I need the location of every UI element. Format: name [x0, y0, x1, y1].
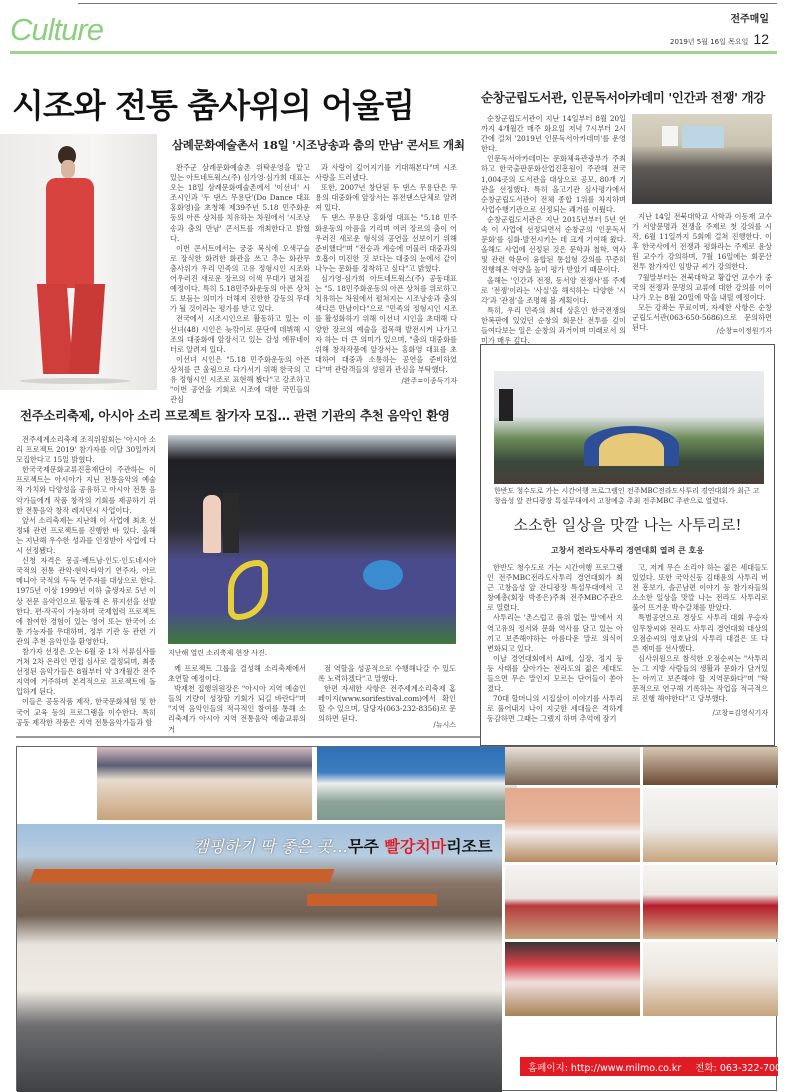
ad-slogan: 캠핑하기 딱 좋은 곳…	[193, 837, 348, 856]
contact-bar	[520, 1057, 787, 1076]
tent-bedroom-photo	[505, 788, 640, 862]
homepage-link[interactable]: 홈페이지: http://www.milmo.co.kr	[528, 1062, 682, 1074]
article3-column-1: 전주세계소리축제 조직위원회는 '아시아 소리 프로젝트 2019' 참가자를 이달 30일까지 모집한다고 15일 밝혔다. 한국국제문화교류진흥재단이 주관하는 이 프로젝트는 아시아가 지닌 전통음악의 예술적 가치와 다양성을 공유하고 아시아 전통 음악가들에게 작품 창작의 기회를 제공하기 위한 전통음악 창작 레지던시 사업이다. 앞서 소리축제는 지난해 이 사업에 최초 선정돼 관련 프로젝트를 진행한 바 있다. 올해는 지난해 우수한 성과를 인정받아 사업에 다시 선정됐다. 신청 자격은 몽골·베트남·인도·인도네시아 국적의 전통 관악·현악·타악기 연주자, 아르메니아 국적의 두둑 연주자를 대상으로 한다. 1975년 이상 1999년 이하 출생자로 5년 이상 전문 음악인으로 활동해 온 뮤지션을 선발한다. 편·작곡이 가능하며 국제협력 프로젝트에 참여한 경험이 있는 영어 또는 한국어 소통 가능자를 우대하며, 정부 기관 등 관련 기관의 추천 음악인을 환영한다. 참가자 선정은 오는 6월 중 1차 서류심사를 거쳐 2차 온라인 면접 심사로 결정되며, 최종 선정된 음악가들은 8월부터 약 3개월간 전주 지역에 거주하며 본격적으로 프로젝트에 돌입하게 된다. 이들은 공동작품 제작, 한국문화체험 및 한국어 교육 등의 프로그램을 이수한다. 특히 공동 제작한 작품은 지역 전통음악가들과 함	[16, 435, 156, 727]
ad-headline: 캠핑하기 딱 좋은 곳…무주 빨강치마리조트	[193, 837, 493, 856]
kitchen-photo	[505, 865, 640, 939]
article4-subheadline: 고창서 전라도사투리 경연대회 열려 큰 호응	[550, 546, 705, 555]
contest-stage-photo	[494, 371, 764, 484]
article2-column-2: 지난 14일 전북대학교 사학과 이동재 교수가 서양문명과 전쟁을 주제로 첫 강의를 시작, 6월 11일까지 5회에 걸쳐 진행한다. 이후 한국사에서 전쟁과 평화라는 주제로 윤상원 교수가 강의하며, 7월 16일에는 회문산 전투 참가자인 임방규 씨가 강의한다. 7월말부터는 전북대학교 황갑연 교수가 중국의 전쟁과 문명의 교류에 대한 강의를 이어나가 오는 8월 20일에 막을 내릴 예정이다. 모든 강좌는 무료이며, 자세한 사항은 순창군립도서관(063-650-5686)으로 문의하면 된다.	[632, 212, 772, 333]
sori-photo-caption: 지난해 열린 소리축제 현장 사진.	[168, 649, 268, 657]
top-rule	[78, 3, 777, 4]
sori-festival-photo	[168, 435, 456, 644]
article1-subheadline: 삼례문화예술촌서 18일 '시조낭송과 춤의 만남' 콘서트 개최	[172, 138, 465, 152]
dining-hall-photo	[643, 942, 778, 1016]
contest-photo-caption: 한반도 청수도로 가는 시간여행 프로그램인 전주MBC전라도사투리 경연대회가 최근 고창읍성 앞 잔디광장 특설무대에서 고창예총 주최 전주MBC 주관으로 열렸다.	[494, 487, 760, 505]
article4-column-2: 고, 저게 무슨 소리야 하는 젊은 세대들도 있었다. 또한 국악신동 김태윤의 사투리 버전 흥보가, 솔곤남편 이야기 등 참가자들의 소소한 일상을 맛깔 나는 전라도 사투리로 풀어 뜨거운 박수갈채를 받았다. 특별공연으로 경상도 사투리 대회 우승자 임무창씨와 전라도 사투리 경연대회 대상의 오점순씨의 영호남의 사투리 대결은 또 다른 재미를 선사했다. 심사위원으로 참석한 오점순씨는 "사투리는 그 지방 사람들의 생활과 문화가 담겨있는 아끼고 보존해야 할 지역문화다"며 "학문적으로 연구해 기록하는 작업을 적극적으로 진행 해야한다"고 당부했다.	[632, 563, 768, 704]
glamping-tents-photo	[97, 747, 312, 820]
section-divider	[16, 736, 480, 738]
lecture-photo	[632, 114, 772, 204]
living-room-photo	[643, 788, 778, 862]
article1-column-2: 과 사랑이 깊어지기를 기대해본다"며 시조사랑을 드러냈다. 또한, 2007년 창단된 두 댄스 무용단은 무용의 대중화에 앞장서는 퓨전댄스단체로 알려져 있다. 두 댄스 무용단 홍화영 대표는 "5.18 민주화운동의 아픔을 기리며 여러 장르의 춤이 어우러진 새로운 형식의 공연을 선보이기 위해 준비했다"며 "전승과 계승에 머물러 대중과의 호흡이 미진한 것 보다는 대중의 눈에서 같이 나누는 문화를 정착하고 싶다"고 밝혔다. 심가영·심가희 아트네트웍스(주) 공동대표는 "5. 18민주화운동의 아픈 상처를 위로하고 치유하는 차원에서 펼쳐지는 시조낭송과 춤의 색다른 만남이다"으로 "민족의 정형시인 시조를 활성화하기 위해 이선녀 시인을 초대해 다양한 장르의 예술을 접목해 발전시켜 나가고자 하는 더 큰 의미가 있으며, "춤의 대중화를 위해 창작작품에 앞장서는 홍화영 대표를 초대하여 대중과 소통하는 공연을 준비하였다"며 관람객들의 성원과 관심을 부탁했다.	[315, 163, 457, 374]
room-photo	[505, 747, 640, 785]
article3-column-2: 께 프로젝트 그룹을 결성해 소리축제에서 초연할 예정이다. 박재천 집행위원장은 "아시아 지역 예술인들의 기량이 성장할 기회가 되길 바란다"며 "지역 음악인들의 적극적인 참여를 통해 소리축제가 아시아 지역 전통음악 예술교류의 거	[168, 664, 306, 734]
paper-name: 전주매일	[730, 14, 769, 25]
section-title: Culture	[10, 12, 103, 47]
article2-byline: /순창=이정원기자	[716, 327, 772, 335]
issue-date: 2019년 5월 16일 목요일	[669, 38, 749, 46]
resort-ad	[16, 746, 787, 1091]
article3-byline: /뉴시스	[433, 721, 456, 729]
article1-byline: /완주=이종득기자	[401, 377, 457, 385]
article3-column-3: 점 역할을 성공적으로 수행해나갈 수 있도록 노력하겠다"고 말했다. 한편 자세한 사항은 전주세계소리축제 홈페이지(www.sorifestival.com)에서 확인할 수 있으며, 담당자(063-232-8356)로 문의하면 된다.	[318, 664, 456, 724]
article4-column-1: 한반도 청수도로 가는 시간여행 프로그램인 전주MBC전라도사투리 경연대회가 최근 고창읍성 앞 잔디광장 특설무대에서 고창예총(회장 박종은)주최 전주MBC주관으로 열렸다. 사투리는 '촌스럽고 품위 없는 말'에서 지역고유의 정서와 문화 역사를 담고 있는 아끼고 보존해야하는 아름다운 말로 의식이 변화되고 있다. 이날 경연대회에서 AI에, 실장, 정지 등 등 사태를 살아가는 전라도의 젊은 세대도 들으면 무슨 말인지 모르는 단어들이 쏟아졌다. 70대 할머니의 시집살이 이야기를 사투리로 풀어내지 나이 지긋한 세대들은 격하게 동감하면 그때는 그랬지 하며 추억에 잠기	[487, 563, 623, 724]
caravan-photo	[317, 747, 517, 820]
dancer-photo	[0, 134, 157, 390]
article2-headline: 순창군립도서관, 인문독서아카데미 '인간과 전쟁' 개강	[481, 90, 765, 105]
article4-byline: /고창=김영식기자	[712, 709, 768, 717]
butcher-shop-photo	[505, 942, 640, 1016]
article2-column-1: 순창군립도서관이 지난 14일부터 8월 20일까지 4개월간 매주 화요일 저녁 7시부터 2시간에 걸쳐 '2019년 인문독서아카데미'를 운영한다. 인문독서아카데미는 문화체육관광부가 주최하고 한국출판문화산업진흥원이 주관해 전국 1,004곳의 도서관을 대상으로 공모, 80개 기관을 선정했다. 특히 올고기관 심사평가에서 순창군립도서관이 전체 종합 1위를 차지하며 사업수행기관으로 선정되는 쾌거를 이뤘다. 순창군립도서관은 지난 2015년부터 5년 연속 이 사업에 선정되면서 순창군의 '인문독서문화'를 심화·발전시키는 데 크게 기여해 왔다. 올해도 사업에 선정된 것은 문학과 철학, 역사 및 관련 학문이 융합된 통섭형 강의를 꾸준히 진행해온 역량을 높이 평가 받았기 때문이다. 올해는 '인간과 전쟁, 동서양 전쟁사'를 주제로 '전쟁'이라는 '사실'을 해석하는 다양한 '시각'과 '관점'을 조명해 볼 계획이다. 특히, 우리 민족의 최대 상흔인 한국전쟁의 한복판에 있었던 순창의 회문산 전투를 깊이 들여다보는 일은 순창의 과거이며 미래로서 의미가 매우 깊다.	[481, 114, 626, 346]
article1-column-1: 완주군 삼례문화예술촌 위탁운영을 맡고 있는 아트네트웍스(주) 심가영·심가희 대표는 오는 18일 삼례문화예술촌에서 '이선녀' 시조시인과 '두 댄스 무용단'(Do Dance 대표 홍화영)을 초청해 제39주년 5.18 민주화운동의 아픈 상처를 치유하는 차원에서 '시조낭송과 춤의 만남' 콘서트를 개최한다고 밝혔다. 이번 콘서트에서는 궁중 복식에 오색구슬로 장식한 화려한 화관을 쓰고 추는 화관무 춤사위가 우리 민족의 고유 정형시인 시조와 어우러진 새로운 장르의 이색 무대가 펼쳐질 예정이다. 특히 5.18민주화운동의 아픈 상처도 보듬는 의미가 더해져 진한한 감동의 무대가 될 것이라는 평가를 받고 있다. 전국에서 시조시인으로 활동하고 있는 이선녀(48) 시인은 늦깎이로 문단에 데뷔해 시조의 대중화에 앞장서고 있는 감성 에뮤네이터로 알려져 있다. 이선녀 시인은 "5.18 민주화운동의 아픈 상처를 큰 울림으로 다가서기 위해 한국의 고유 정형시인 시조로 표현해 봤다"고 강조하고 "이번 공연을 기회로 시조에 대한 국민들의 관심	[170, 163, 310, 405]
article4-headline: 소소한 일상을 맛깔 나는 사투리로!	[513, 516, 742, 534]
room-photo-grid	[503, 747, 778, 1057]
room-photo	[643, 747, 778, 785]
resort-building-photo	[17, 824, 502, 1092]
date-line	[670, 31, 769, 47]
section-rule	[10, 51, 777, 54]
article3-headline: 전주소리축제, 아시아 소리 프로젝트 참가자 모집… 관련 기관의 추천 음악인 환영	[20, 408, 450, 423]
page-number: 12	[753, 31, 769, 47]
phone-number: 전화: 063-322-7000	[695, 1062, 787, 1074]
article1-headline: 시조와 전통 춤사위의 어울림	[12, 86, 415, 125]
hall-photo	[643, 865, 778, 939]
